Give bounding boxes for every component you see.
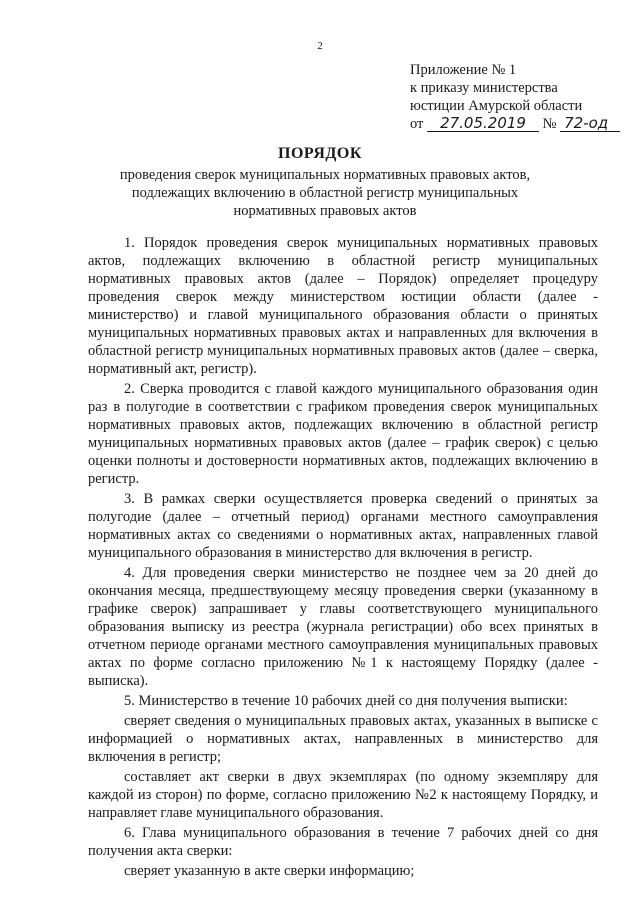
- order-date-line: [410, 115, 630, 133]
- document-title: ПОРЯДОК: [278, 145, 362, 162]
- paragraph: 1. Порядок проведения сверок муниципальных нормативных правовых актов, подлежащих включению в областной регистр муниципальных нормативных правовых актов (далее – Порядок) определяет процедуру проведения сверок между министерством юстиции области (далее - министерство) и главой муниципального образования области о принятых муниципальных нормативных правовых актах и направленных для включения в областной регистр муниципальных нормативных правовых актов (далее – сверка, нормативный акт, регистр).: [88, 235, 598, 377]
- paragraph: 6. Глава муниципального образования в течение 7 рабочих дней со дня получения акта сверки:: [88, 825, 598, 859]
- date-prefix: от: [410, 116, 424, 132]
- appendix-line-2: к приказу министерства: [410, 80, 558, 96]
- paragraph: составляет акт сверки в двух экземплярах (по одному экземпляру для каждой из сторон) по форме, согласно приложению №2 к настоящему Порядку, и направляет главе муниципального образования.: [88, 769, 598, 821]
- appendix-header: [410, 61, 630, 133]
- paragraph: сверяет сведения о муниципальных правовых актах, указанных в выписке с информацией о нормативных актах, направленных в министерство для включения в регистр;: [88, 713, 598, 765]
- page-number: 2: [317, 40, 323, 52]
- order-date: 27.05.2019: [427, 115, 539, 132]
- number-prefix: №: [542, 116, 557, 132]
- paragraph: 3. В рамках сверки осуществляется проверка сведений о принятых за полугодие (далее – отчетный период) органами местного самоуправления нормативных актах со сведениями о нормативных актах, направленных главой муниципального образования в министерство для включения в регистр.: [88, 491, 598, 561]
- appendix-line-1: Приложение № 1: [410, 62, 517, 78]
- paragraph: 2. Сверка проводится с главой каждого муниципального образования один раз в полугодие в соответствии с графиком проведения сверок муниципальных нормативных правовых актов, подлежащих включению в областной регистр муниципальных нормативных правовых актов (далее – график сверок) с целью оценки полноты и достоверности нормативных актов, подлежащих включению в регистр.: [88, 381, 598, 487]
- appendix-line-3: юстиции Амурской области: [410, 98, 583, 114]
- paragraph: 4. Для проведения сверки министерство не позднее чем за 20 дней до окончания месяца, предшествующему месяцу проведения сверки (указанному в графике сверок) запрашивает у главы соответствующего муниципального образования выписку из реестра (журнала регистрации) обо всех принятых в отчетном периоде органами местного самоуправления муниципальных правовых актах по форме согласно приложению №1 к настоящему Порядку (далее - выписка).: [88, 565, 598, 689]
- document-subtitle: проведения сверок муниципальных нормативных правовых актов, подлежащих включению в областной регистр муниципальных нормативных правовых актов: [119, 167, 531, 219]
- paragraph: 5. Министерство в течение 10 рабочих дней со дня получения выписки:: [124, 693, 568, 709]
- document-body: [88, 234, 598, 882]
- order-number: 72-од: [560, 115, 620, 132]
- paragraph: сверяет указанную в акте сверки информацию;: [124, 863, 415, 879]
